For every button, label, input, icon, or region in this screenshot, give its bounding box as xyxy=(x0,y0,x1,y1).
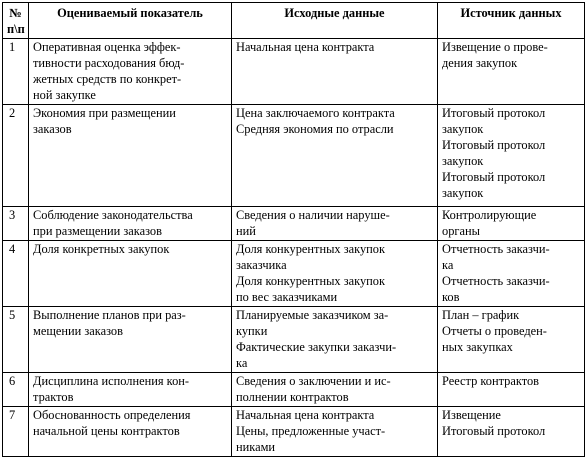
cell-line: жетных средств по конкрет- xyxy=(33,72,182,86)
cell-line: никами xyxy=(236,440,276,454)
cell-line: Отчетность заказчи- xyxy=(442,242,550,256)
row-number: 3 xyxy=(3,207,29,241)
header-line: № xyxy=(9,6,22,20)
header-line: Оцениваемый показатель xyxy=(57,6,203,20)
cell-line: Начальная цена контракта xyxy=(236,40,375,54)
cell-line: Итоговый протокол xyxy=(442,424,546,438)
header-data-source xyxy=(438,3,585,39)
cell-line: Извещение о прове- xyxy=(442,40,548,54)
cell-line: Отчетность заказчи- xyxy=(442,274,550,288)
table-row xyxy=(3,373,585,407)
cell-line: Цены, предложенные участ- xyxy=(236,424,386,438)
cell-line: Итоговый протокол xyxy=(442,170,546,184)
cell-line: ний xyxy=(236,224,256,238)
cell-line: закупок xyxy=(442,186,484,200)
indicator-cell xyxy=(29,105,232,207)
cell-line: заказов xyxy=(33,122,72,136)
data-source-cell xyxy=(438,407,585,457)
row-number: 6 xyxy=(3,373,29,407)
cell-line: ков xyxy=(442,290,460,304)
cell-line: Оперативная оценка эффек- xyxy=(33,40,181,54)
table-row xyxy=(3,407,585,457)
source-data-cell xyxy=(232,241,438,307)
data-source-cell xyxy=(438,373,585,407)
cell-line: Экономия при размещении xyxy=(33,106,176,120)
data-source-cell xyxy=(438,241,585,307)
indicator-cell xyxy=(29,207,232,241)
source-data-cell xyxy=(232,39,438,105)
source-data-cell xyxy=(232,307,438,373)
header-source-data xyxy=(232,3,438,39)
cell-line: закупок xyxy=(442,122,484,136)
cell-line: Фактические закупки заказчи- xyxy=(236,340,397,354)
header-line: Источник данных xyxy=(460,6,562,20)
cell-line: План – график xyxy=(442,308,520,322)
cell-line: Планируемые заказчиком за- xyxy=(236,308,389,322)
cell-line: Начальная цена контракта xyxy=(236,408,375,422)
cell-line: Средняя экономия по отрасли xyxy=(236,122,394,136)
table-row xyxy=(3,241,585,307)
cell-line: купки xyxy=(236,324,268,338)
cell-line: трактов xyxy=(33,390,74,404)
cell-line: ной закупке xyxy=(33,88,96,102)
cell-line: закупок xyxy=(442,154,484,168)
cell-line: Отчеты о проведен- xyxy=(442,324,547,338)
cell-line: Сведения о наличии наруше- xyxy=(236,208,390,222)
cell-line: Реестр контрактов xyxy=(442,374,540,388)
data-source-cell xyxy=(438,39,585,105)
cell-line: Обоснованность определения xyxy=(33,408,191,422)
indicators-table xyxy=(2,2,585,457)
table-row xyxy=(3,207,585,241)
cell-line: Итоговый протокол xyxy=(442,138,546,152)
row-number: 1 xyxy=(3,39,29,105)
cell-line: органы xyxy=(442,224,480,238)
cell-line: Доля конкретных закупок xyxy=(33,242,170,256)
cell-line: ка xyxy=(236,356,248,370)
cell-line: Итоговый протокол xyxy=(442,106,546,120)
cell-line: мещении заказов xyxy=(33,324,123,338)
row-number: 7 xyxy=(3,407,29,457)
table-body xyxy=(3,39,585,457)
cell-line: Дисциплина исполнения кон- xyxy=(33,374,190,388)
cell-line: начальной цены контрактов xyxy=(33,424,180,438)
header-indicator xyxy=(29,3,232,39)
table-row xyxy=(3,39,585,105)
cell-line: ных закупках xyxy=(442,340,513,354)
cell-line: полнении контрактов xyxy=(236,390,349,404)
header-line: п\п xyxy=(7,22,25,36)
source-data-cell xyxy=(232,407,438,457)
source-data-cell xyxy=(232,373,438,407)
cell-line: при размещении заказов xyxy=(33,224,162,238)
cell-line: Доля конкурентных закупок xyxy=(236,274,385,288)
indicator-cell xyxy=(29,407,232,457)
cell-line: по вес заказчиками xyxy=(236,290,338,304)
table-row xyxy=(3,307,585,373)
indicator-cell xyxy=(29,373,232,407)
indicator-cell xyxy=(29,307,232,373)
header-line: Исходные данные xyxy=(284,6,385,20)
cell-line: Контролирующие xyxy=(442,208,537,222)
row-number: 5 xyxy=(3,307,29,373)
data-source-cell xyxy=(438,307,585,373)
row-number: 4 xyxy=(3,241,29,307)
cell-line: дения закупок xyxy=(442,56,518,70)
indicator-cell xyxy=(29,39,232,105)
table-row xyxy=(3,105,585,207)
cell-line: ка xyxy=(442,258,454,272)
cell-line: Цена заключаемого контракта xyxy=(236,106,395,120)
cell-line: Соблюдение законодательства xyxy=(33,208,193,222)
cell-line: Извещение xyxy=(442,408,501,422)
data-source-cell xyxy=(438,105,585,207)
indicator-cell xyxy=(29,241,232,307)
table-header-row xyxy=(3,3,585,39)
cell-line: Сведения о заключении и ис- xyxy=(236,374,391,388)
source-data-cell xyxy=(232,207,438,241)
cell-line: Выполнение планов при раз- xyxy=(33,308,186,322)
cell-line: заказчика xyxy=(236,258,287,272)
row-number: 2 xyxy=(3,105,29,207)
data-source-cell xyxy=(438,207,585,241)
cell-line: тивности расходования бюд- xyxy=(33,56,185,70)
source-data-cell xyxy=(232,105,438,207)
header-number xyxy=(3,3,29,39)
cell-line: Доля конкурентных закупок xyxy=(236,242,385,256)
